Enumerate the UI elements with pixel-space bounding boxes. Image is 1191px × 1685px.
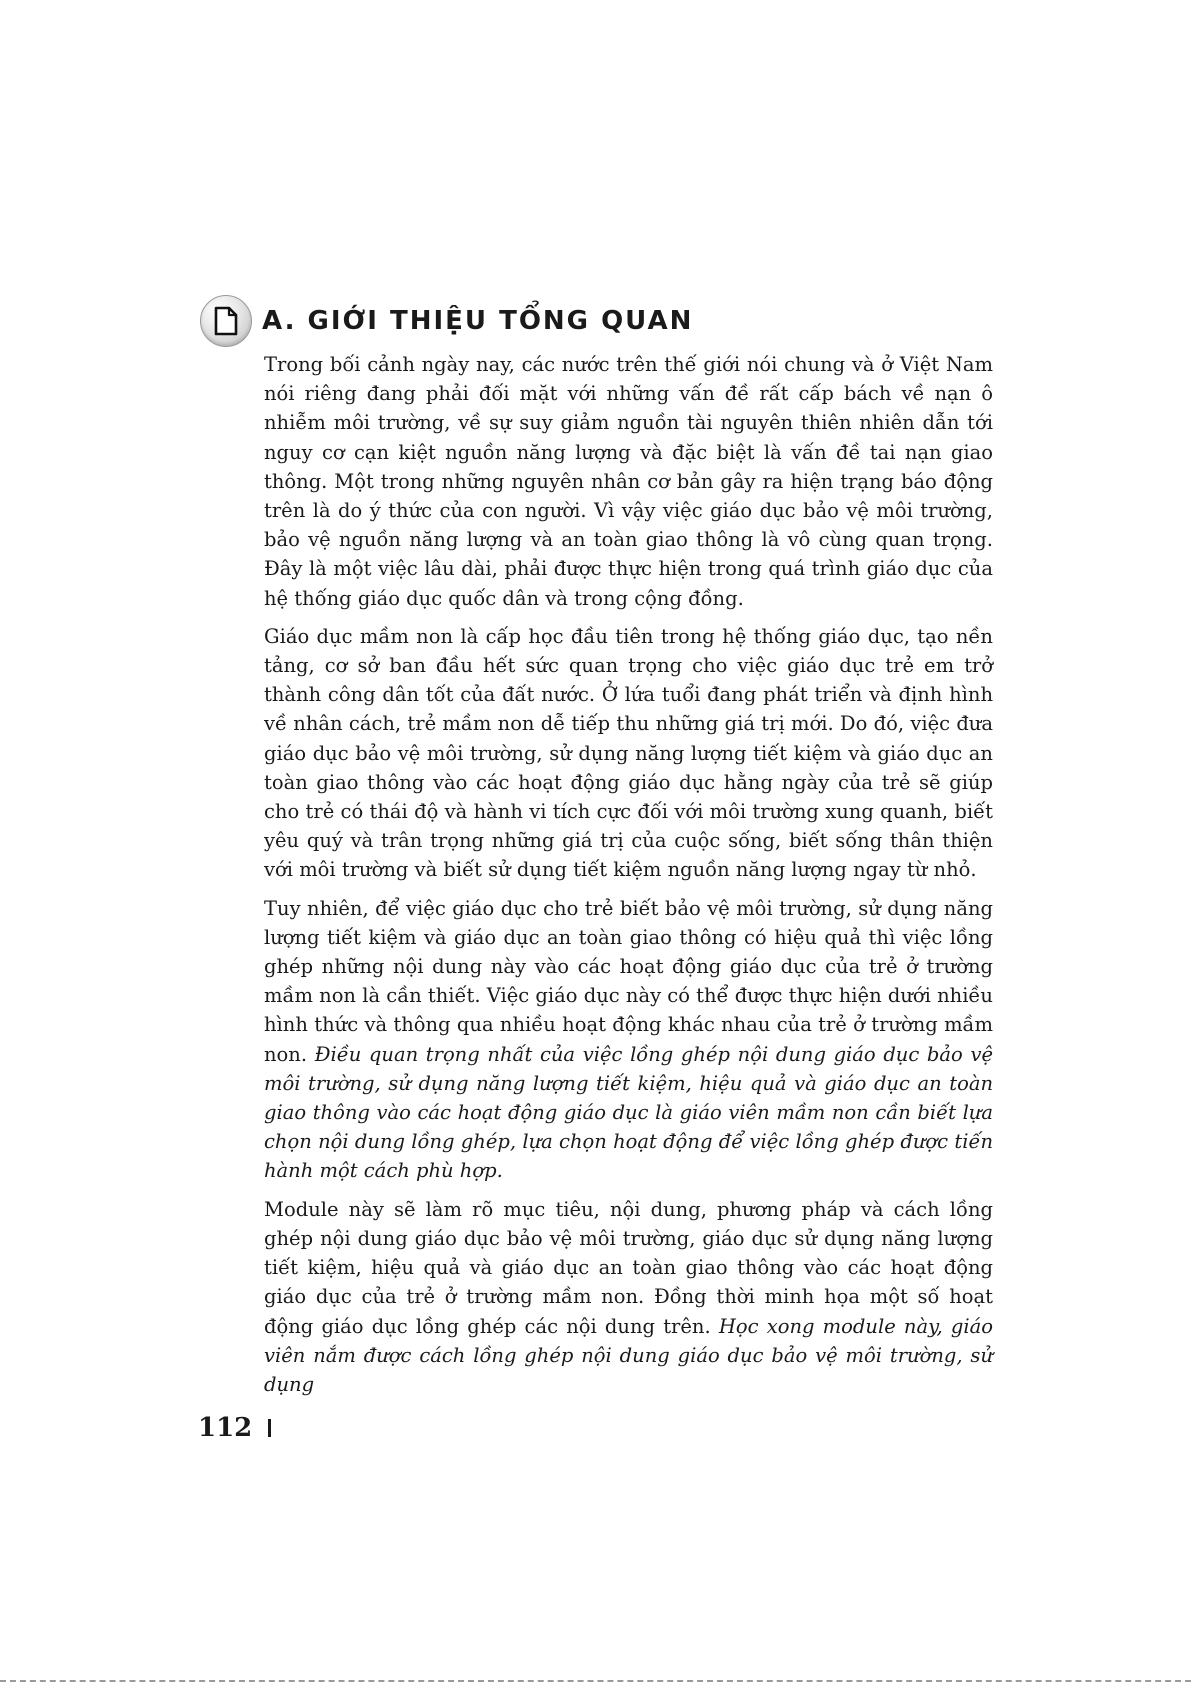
section-title: A. GIỚI THIỆU TỔNG QUAN bbox=[262, 306, 694, 336]
paragraph-4 bbox=[264, 1195, 993, 1399]
paragraph-3-text: Tuy nhiên, để việc giáo dục cho trẻ biết bảo vệ môi trường, sử dụng năng lượng tiết kiệm và giáo dục an toàn giao thông có hiệu quả thì việc lồng ghép những nội dung này vào các hoạt động giáo dục của trẻ ở trường mầm non là cần thiết. Việc giáo dục này có thể được thực hiện dưới nhiều hình thức và thông qua nhiều hoạt động khác nhau của trẻ ở trường mầm non. bbox=[264, 896, 993, 1066]
paragraph-4-text: Module này sẽ làm rõ mục tiêu, nội dung, phương pháp và cách lồng ghép nội dung giáo dục bảo vệ môi trường, giáo dục sử dụng năng lượng tiết kiệm, hiệu quả và giáo dục an toàn giao thông vào các hoạt động giáo dục của trẻ ở trường mầm non. Đồng thời minh họa một số hoạt động giáo dục lồng ghép các nội dung trên. bbox=[264, 1197, 993, 1338]
paragraph-4-emphasis: Học xong module này, giáo viên nắm được cách lồng ghép nội dung giáo dục bảo vệ môi trường, sử dụng bbox=[264, 1314, 994, 1396]
document-icon bbox=[200, 295, 252, 347]
page-footer bbox=[198, 1413, 271, 1443]
paragraph-3-emphasis: Điều quan trọng nhất của việc lồng ghép nội dung giáo dục bảo vệ môi trường, sử dụng năng lượng tiết kiệm, hiệu quả và giáo dục an toàn giao thông vào các hoạt động giáo dục là giáo viên mầm non cần biết lựa chọn nội dung lồng ghép, lựa chọn hoạt động để việc lồng ghép được tiến hành một cách phù hợp. bbox=[264, 1042, 993, 1183]
footer-divider bbox=[268, 1419, 271, 1437]
bottom-edge-rule bbox=[0, 1680, 1191, 1682]
document-icon-glyph bbox=[213, 306, 239, 336]
paragraph-2: Giáo dục mầm non là cấp học đầu tiên trong hệ thống giáo dục, tạo nền tảng, cơ sở ban đầu hết sức quan trọng cho việc giáo dục trẻ em trở thành công dân tốt của đất nước. Ở lứa tuổi đang phát triển và định hình về nhân cách, trẻ mầm non dễ tiếp thu những giá trị mới. Do đó, việc đưa giáo dục bảo vệ môi trường, sử dụng năng lượng tiết kiệm và giáo dục an toàn giao thông vào các hoạt động giáo dục hằng ngày của trẻ sẽ giúp cho trẻ có thái độ và hành vi tích cực đối với môi trường xung quanh, biết yêu quý và trân trọng những giá trị của cuộc sống, biết sống thân thiện với môi trường và biết sử dụng tiết kiệm nguồn năng lượng ngay từ nhỏ. bbox=[264, 624, 993, 882]
paragraph-1: Trong bối cảnh ngày nay, các nước trên thế giới nói chung và ở Việt Nam nói riêng đang phải đối mặt với những vấn đề rất cấp bách về nạn ô nhiễm môi trường, về sự suy giảm nguồn tài nguyên thiên nhiên dẫn tới nguy cơ cạn kiệt nguồn năng lượng và đặc biệt là vấn đề tai nạn giao thông. Một trong những nguyên nhân cơ bản gây ra hiện trạng báo động trên là do ý thức của con người. Vì vậy việc giáo dục bảo vệ môi trường, bảo vệ nguồn năng lượng và an toàn giao thông là vô cùng quan trọng. Đây là một việc lâu dài, phải được thực hiện trong quá trình giáo dục của hệ thống giáo dục quốc dân và trong cộng đồng. bbox=[264, 353, 993, 610]
body-text bbox=[264, 350, 993, 1408]
section-header bbox=[200, 296, 693, 346]
paragraph-3 bbox=[264, 894, 993, 1186]
page-number: 112 bbox=[198, 1413, 253, 1443]
